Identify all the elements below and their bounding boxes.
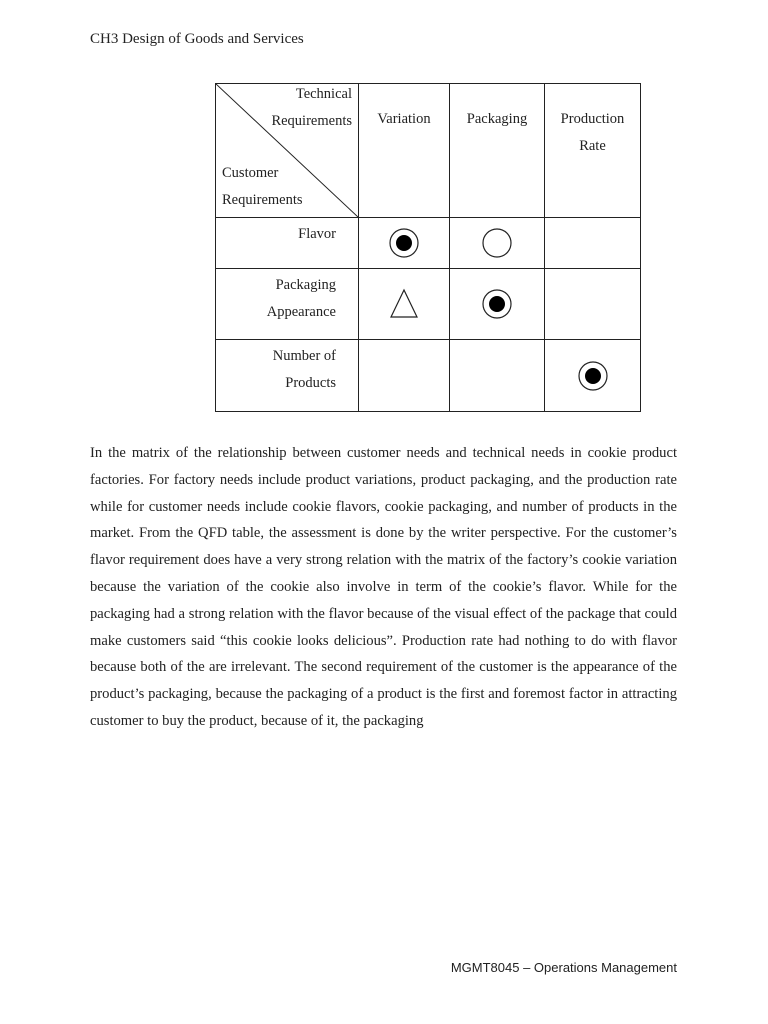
row-header-packaging: Packaging [275, 277, 336, 293]
page-header: CH3 Design of Goods and Services [90, 31, 304, 47]
row-header-packaging-appearance [216, 269, 359, 340]
very-strong-relationship-icon [388, 227, 420, 259]
row-header-flavor: Flavor [216, 218, 359, 269]
column-header-production: Production [560, 111, 625, 127]
cell-num-variation [359, 340, 450, 412]
row-header-products: Products [285, 375, 336, 391]
column-header-rate: Rate [579, 138, 606, 154]
cell-pack-packaging [450, 269, 545, 340]
corner-label-requirements-top: Requirements [271, 113, 352, 129]
matrix-corner-cell [216, 84, 359, 218]
column-header-packaging: Packaging [450, 84, 545, 218]
corner-label-customer: Customer [222, 165, 279, 181]
matrix-row-flavor [216, 218, 641, 269]
cell-pack-variation [359, 269, 450, 340]
matrix-header-row [216, 84, 641, 218]
customer-requirements-label [222, 160, 303, 214]
qfd-matrix [215, 83, 641, 412]
very-strong-relationship-icon [577, 360, 609, 392]
page-footer: MGMT8045 – Operations Management [450, 960, 677, 975]
cell-flavor-variation [359, 218, 450, 269]
row-header-appearance: Appearance [266, 304, 336, 320]
matrix-row-number-of-products [216, 340, 641, 412]
row-header-number-of: Number of [272, 348, 336, 364]
cell-flavor-rate [545, 218, 641, 269]
strong-relationship-icon [481, 227, 513, 259]
body-paragraph: In the matrix of the relationship between customer needs and technical needs in cookie product factories. For factory needs include product variations, product packaging, and the production rate while for customer needs include cookie flavors, cookie packaging, and number of products in the market. From the QFD table, the assessment is done by the writer perspective. For the customer’s flavor requirement does have a very strong relation with the matrix of the factory’s cookie variation because the variation of the cookie also involve in term of the cookie’s flavor. While for the packaging had a strong relation with the flavor because of the visual effect of the package that could make customers said “this cookie looks delicious”. Production rate had nothing to do with flavor because both of the are irrelevant. The second requirement of the customer is the appearance of the product’s packaging, because the packaging of a product is the first and foremost factor in attracting customer to buy the product, because of it, the packaging [90, 445, 677, 729]
column-header-production-rate [545, 84, 641, 218]
technical-requirements-label [271, 81, 352, 135]
weak-relationship-icon [388, 288, 420, 320]
corner-label-technical: Technical [295, 86, 352, 102]
cell-flavor-packaging [450, 218, 545, 269]
column-header-variation: Variation [359, 84, 450, 218]
very-strong-relationship-icon [481, 288, 513, 320]
cell-num-rate [545, 340, 641, 412]
matrix-row-packaging-appearance [216, 269, 641, 340]
cell-num-packaging [450, 340, 545, 412]
corner-label-requirements-bottom: Requirements [222, 192, 303, 208]
row-header-number-of-products [216, 340, 359, 412]
cell-pack-rate [545, 269, 641, 340]
